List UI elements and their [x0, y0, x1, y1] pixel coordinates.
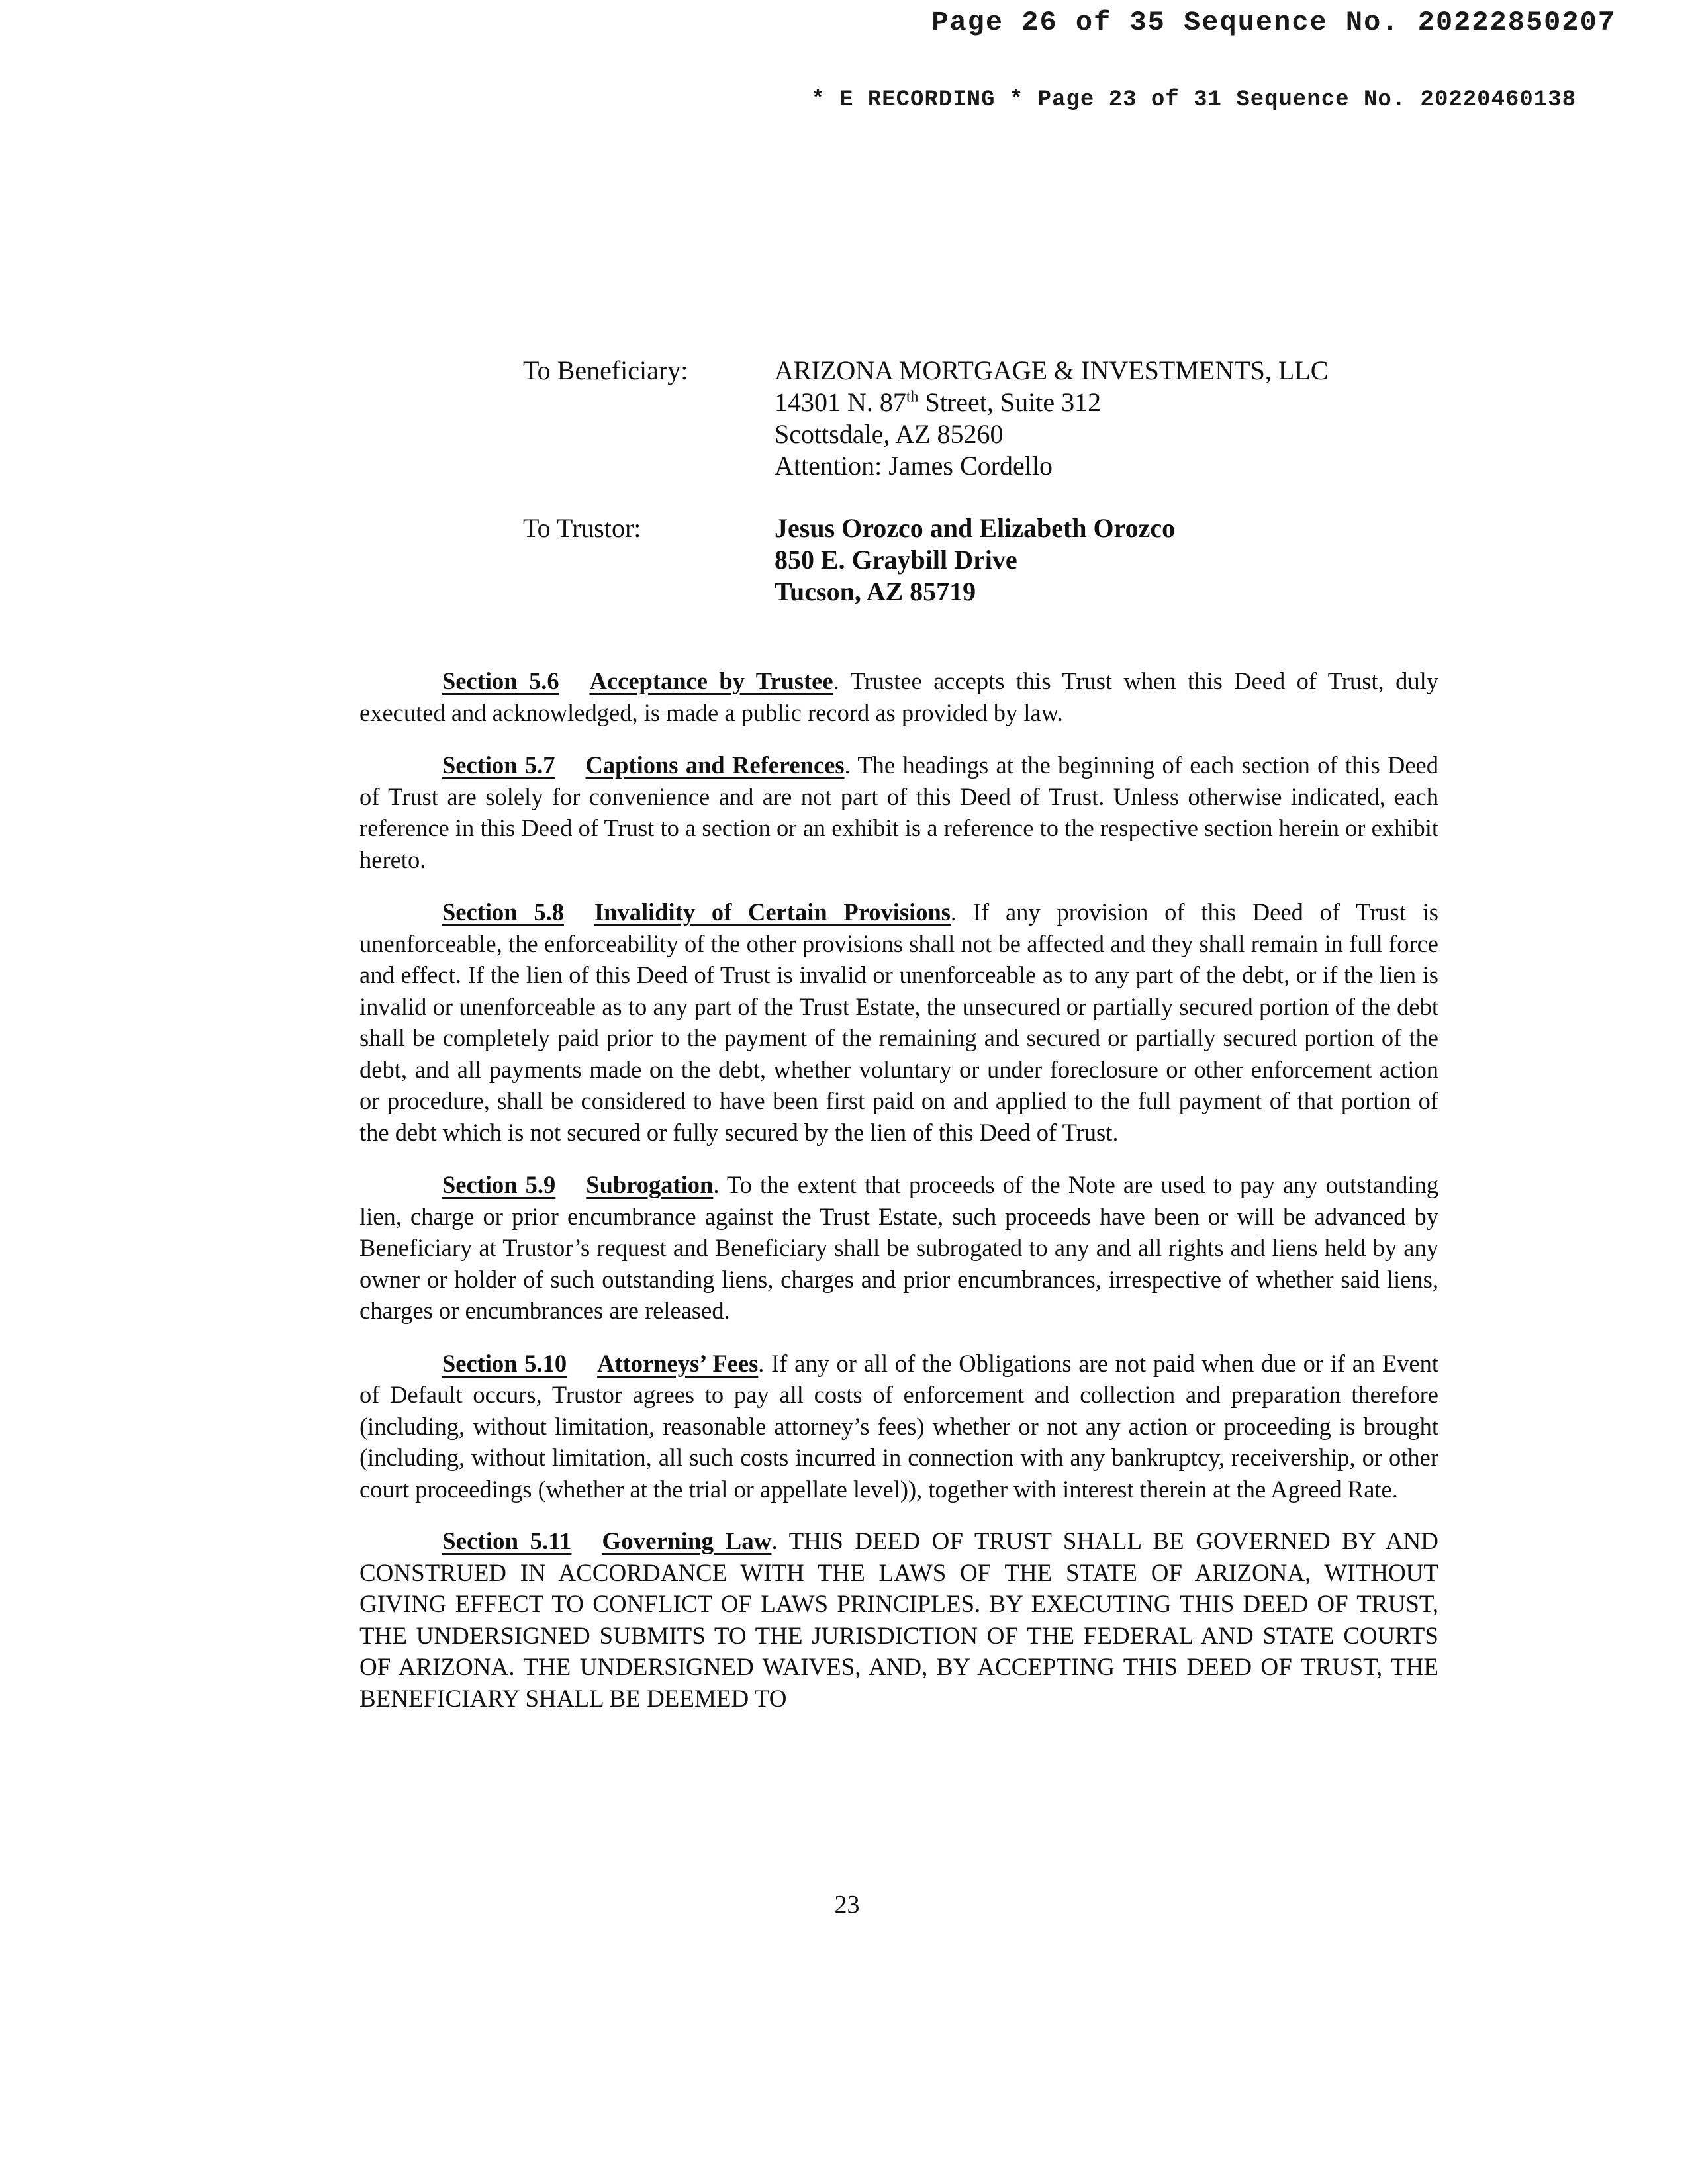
section-text: . The headings at the beginning of each section of this Deed of Trust are solely for convenience and are not part of this Deed of Trust. Unless otherwise indicated, each reference in this Deed of Trust to a section or an exhibit is a reference to the respective section herein or exhibit hereto. [359, 751, 1439, 873]
notice-addresses [523, 355, 1450, 638]
section-5-6 [359, 665, 1438, 728]
section-number: Section 5.7 [442, 751, 555, 779]
trustor-notice [523, 512, 1450, 608]
beneficiary-attention: Attention: James Cordello [775, 451, 1053, 481]
beneficiary-street [775, 387, 1328, 418]
beneficiary-city: Scottsdale, AZ 85260 [775, 419, 1004, 449]
section-title: Governing Law [602, 1528, 772, 1555]
section-title: Subrogation [586, 1171, 714, 1198]
section-title: Attorneys’ Fees [597, 1349, 759, 1377]
trustor-address [775, 512, 1175, 608]
section-number: Section 5.11 [442, 1528, 572, 1555]
section-5-10 [359, 1348, 1438, 1505]
section-text: . If any or all of the Obligations are not paid when due or if an Event of Default occurs, Trustor agrees to pay all costs of enforcement and collection and preparation therefore (including, without limitation, reasonable attorney’s fees) whether or not any action or proceeding is brought (including, without limitation, all such costs incurred in connection with any bankruptcy, receivership, or other court proceedings (whether at the trial or appellate level)), together with interest therein at the Agreed Rate. [359, 1349, 1439, 1503]
beneficiary-street-suffix: Street, Suite 312 [918, 387, 1102, 417]
trustor-city: Tucson, AZ 85719 [775, 577, 976, 606]
beneficiary-street-prefix: 14301 N. 87 [775, 387, 906, 417]
beneficiary-notice [523, 355, 1450, 482]
section-5-9 [359, 1169, 1438, 1327]
beneficiary-name: ARIZONA MORTGAGE & INVESTMENTS, LLC [775, 356, 1329, 385]
beneficiary-label: To Beneficiary: [523, 356, 688, 385]
section-title: Acceptance by Trustee [589, 667, 833, 694]
page-sequence-stamp: Page 26 of 35 Sequence No. 20222850207 [931, 7, 1616, 38]
section-text: . Trustee accepts this Trust when this Deed of Trust, duly executed and acknowledged, is made a public record as provided by law. [359, 667, 1438, 726]
section-text: . If any provision of this Deed of Trust is unenforceable, the enforceability of the other provisions shall not be affected and they shall remain in full force and effect. If the lien of this Deed of Trust is invalid or unenforceable as to any part of the debt, or if the lien is invalid or unenforceable as to any part of the Trust Estate, the unsecured or partially secured portion of the debt shall be completely paid prior to the payment of the remaining and secured or partially secured portion of the debt, and all payments made on the debt, whether voluntary or under foreclosure or other enforcement action or procedure, shall be considered to have been first paid on and applied to the full payment of that portion of the debt which is not secured or fully secured by the lien of this Deed of Trust. [359, 898, 1439, 1146]
section-number: Section 5.6 [442, 667, 559, 694]
beneficiary-address [775, 355, 1328, 482]
section-number: Section 5.8 [442, 898, 564, 926]
section-text: . THIS DEED OF TRUST SHALL BE GOVERNED BY AND CONSTRUED IN ACCORDANCE WITH THE LAWS OF THE STATE OF ARIZONA, WITHOUT GIVING EFFECT TO CONFLICT OF LAWS PRINCIPLES. BY EXECUTING THIS DEED OF TRUST, THE UNDERSIGNED SUBMITS TO THE JURISDICTION OF THE FEDERAL AND STATE COURTS OF ARIZONA. THE UNDERSIGNED WAIVES, AND, BY ACCEPTING THIS DEED OF TRUST, THE BENEFICIARY SHALL BE DEEMED TO [359, 1528, 1438, 1713]
section-title: Invalidity of Certain Provisions [594, 898, 951, 926]
section-number: Section 5.10 [442, 1349, 567, 1377]
trustor-name: Jesus Orozco and Elizabeth Orozco [775, 513, 1176, 543]
trustor-label: To Trustor: [523, 513, 641, 543]
section-5-11 [359, 1526, 1438, 1715]
trustor-street: 850 E. Graybill Drive [775, 545, 1017, 575]
page-number: 23 [834, 1891, 860, 1919]
section-text: . To the extent that proceeds of the Note are used to pay any outstanding lien, charge or prior encumbrance against the Trust Estate, such proceeds have been or will be advanced by Beneficiary at Trustor’s request and Beneficiary shall be subrogated to any and all rights and liens held by any owner or holder of such outstanding liens, charges and prior encumbrances, irrespective of whether said liens, charges or encumbrances are released. [359, 1171, 1438, 1324]
section-5-7 [359, 749, 1438, 875]
section-5-8 [359, 896, 1438, 1148]
document-body [359, 665, 1438, 1736]
beneficiary-street-ordinal: th [906, 388, 919, 406]
section-number: Section 5.9 [442, 1171, 556, 1198]
recording-sequence-stamp: * E RECORDING * Page 23 of 31 Sequence No. 20220460138 [811, 87, 1576, 113]
section-title: Captions and References [585, 751, 845, 779]
